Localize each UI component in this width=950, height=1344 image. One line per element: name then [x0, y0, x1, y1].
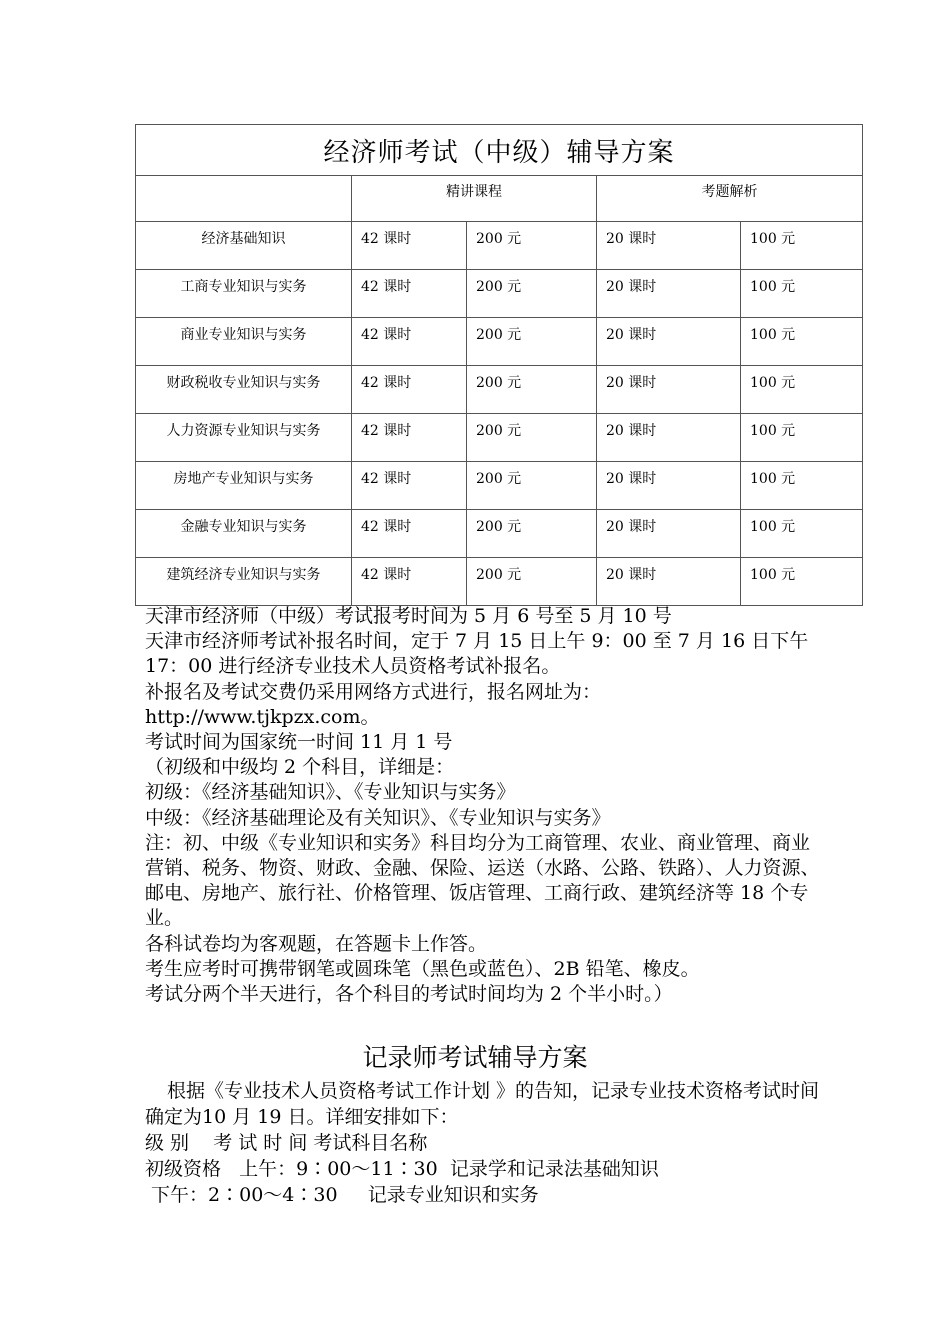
analysis-hours-cell: 20 课时 [597, 510, 741, 558]
subject-cell: 建筑经济专业知识与实务 [136, 558, 352, 606]
table-row [136, 222, 863, 270]
lecture-price-cell: 200 元 [467, 318, 597, 366]
analysis-price-cell: 100 元 [741, 318, 863, 366]
lecture-price-cell: 200 元 [467, 366, 597, 414]
paragraph: 注：初、中级《专业知识和实务》科目均分为工商管理、农业、商业管理、商业营销、税务、物资、财政、金融、保险、运送（水路、公路、铁路）、人力资源、邮电、房地产、旅行社、价格管理、饭店管理、工商行政、建筑经济等 18 个专业。 [145, 831, 820, 930]
subject-cell: 财政税收专业知识与实务 [136, 366, 352, 414]
table-row [136, 270, 863, 318]
table-row [136, 366, 863, 414]
section-title: 记录师考试辅导方案 [362, 1043, 588, 1072]
subject-cell: 经济基础知识 [136, 222, 352, 270]
analysis-price-cell: 100 元 [741, 222, 863, 270]
analysis-price-cell: 100 元 [741, 366, 863, 414]
header-analysis: 考题解析 [597, 176, 863, 222]
subject-cell: 金融专业知识与实务 [136, 510, 352, 558]
table-row [136, 558, 863, 606]
table-row [136, 318, 863, 366]
table-row [136, 414, 863, 462]
lecture-hours-cell: 42 课时 [352, 222, 467, 270]
analysis-hours-cell: 20 课时 [597, 222, 741, 270]
header-blank [136, 176, 352, 222]
paragraph: 初级：《经济基础知识》、《专业知识与实务》 [145, 781, 516, 804]
exam-info-text [145, 604, 825, 1007]
paragraph: 考生应考时可携带钢笔或圆珠笔（黑色或蓝色）、2B 铅笔、橡皮。 [145, 957, 700, 980]
analysis-price-cell: 100 元 [741, 558, 863, 606]
lecture-price-cell: 200 元 [467, 510, 597, 558]
paragraph: 天津市经济师（中级）考试报考时间为 5 月 6 号至 5 月 10 号 [145, 605, 672, 627]
analysis-hours-cell: 20 课时 [597, 462, 741, 510]
paragraph: 天津市经济师考试补报名时间，定于 7 月 15 日上午 9：00 至 7 月 16 日下午 17：00 进行经济专业技术人员资格考试补报名。 [145, 630, 809, 678]
analysis-hours-cell: 20 课时 [597, 270, 741, 318]
subject-cell: 人力资源专业知识与实务 [136, 414, 352, 462]
intro-paragraph: 根据《专业技术人员资格考试工作计划 》的告知，记录专业技术资格考试时间确定为10 月 19 日。详细安排如下： [145, 1080, 820, 1128]
header-lecture: 精讲课程 [352, 176, 597, 222]
analysis-hours-cell: 20 课时 [597, 558, 741, 606]
schedule-line: 级 别 考 试 时 间 考试科目名称 [145, 1132, 428, 1154]
lecture-hours-cell: 42 课时 [352, 318, 467, 366]
lecture-hours-cell: 42 课时 [352, 462, 467, 510]
paragraph: 中级：《经济基础理论及有关知识》、《专业知识与实务》 [145, 806, 611, 829]
subject-cell: 房地产专业知识与实务 [136, 462, 352, 510]
table-row [136, 510, 863, 558]
schedule-line: 下午：2∶00～4∶30 记录专业知识和实务 [145, 1184, 539, 1206]
analysis-price-cell: 100 元 [741, 270, 863, 318]
lecture-hours-cell: 42 课时 [352, 270, 467, 318]
analysis-hours-cell: 20 课时 [597, 414, 741, 462]
paragraph: 各科试卷均为客观题，在答题卡上作答。 [145, 932, 488, 955]
lecture-price-cell: 200 元 [467, 222, 597, 270]
paragraph: 补报名及考试交费仍采用网络方式进行，报名网址为：http://www.tjkpzx.com。 [145, 680, 602, 728]
subject-cell: 商业专业知识与实务 [136, 318, 352, 366]
lecture-price-cell: 200 元 [467, 414, 597, 462]
paragraph: （初级和中级均 2 个科目，详细是： [145, 756, 455, 779]
analysis-price-cell: 100 元 [741, 414, 863, 462]
paragraph: 考试时间为国家统一时间 11 月 1 号 [145, 731, 453, 754]
lecture-hours-cell: 42 课时 [352, 510, 467, 558]
analysis-price-cell: 100 元 [741, 462, 863, 510]
schedule-line: 初级资格 上午：9∶00～11∶30 记录学和记录法基础知识 [145, 1158, 659, 1180]
table-title: 经济师考试（中级）辅导方案 [136, 125, 863, 176]
lecture-hours-cell: 42 课时 [352, 558, 467, 606]
lecture-price-cell: 200 元 [467, 270, 597, 318]
fee-table [135, 124, 863, 606]
analysis-hours-cell: 20 课时 [597, 318, 741, 366]
paragraph: 考试分两个半天进行，各个科目的考试时间均为 2 个半小时。） [145, 983, 673, 1006]
lecture-hours-cell: 42 课时 [352, 366, 467, 414]
lecture-hours-cell: 42 课时 [352, 414, 467, 462]
lecture-price-cell: 200 元 [467, 558, 597, 606]
lecture-price-cell: 200 元 [467, 462, 597, 510]
analysis-price-cell: 100 元 [741, 510, 863, 558]
subject-cell: 工商专业知识与实务 [136, 270, 352, 318]
records-exam-text [145, 1078, 825, 1208]
analysis-hours-cell: 20 课时 [597, 366, 741, 414]
table-row [136, 462, 863, 510]
